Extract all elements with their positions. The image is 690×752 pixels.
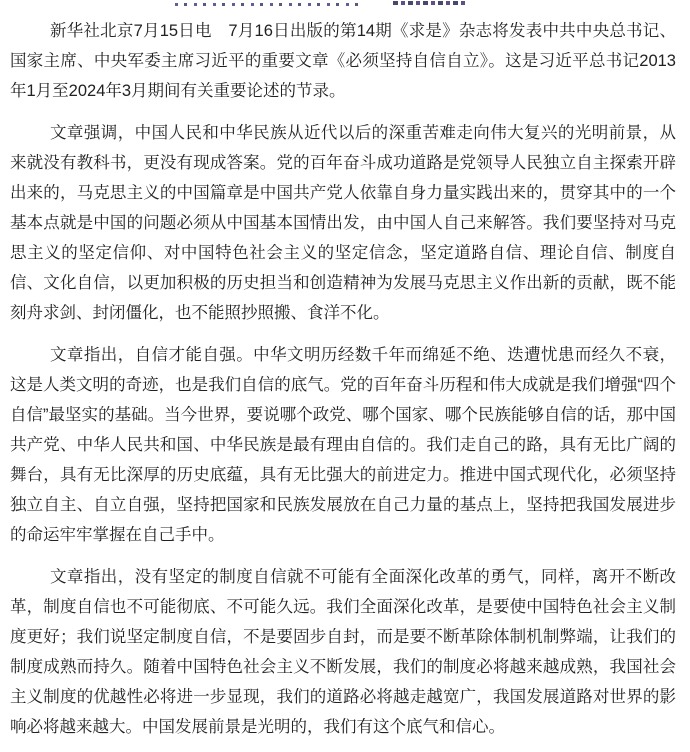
paragraph-dateline: 新华社北京7月15日电 7月16日出版的第14期《求是》杂志将发表中共中央总书记、国家主席、中央军委主席习近平的重要文章《必须坚持自信自立》。这是习近平总书记2013年1月至2024年3月期间有关重要论述的节录。	[10, 22, 676, 100]
paragraph-self-confidence: 文章指出，自信才能自强。中华文明历经数千年而绵延不绝、迭遭忧患而经久不衰，这是人类文明的奇迹，也是我们自信的底气。党的百年奋斗历程和伟大成就是我们增强“四个自信”最坚实的基础。当今世界，要说哪个政党、哪个国家、哪个民族能够自信的话，那中国共产党、中华人民共和国、中华民族是最有理由自信的。我们走自己的路，具有无比广阔的舞台，具有无比深厚的历史底蕴，具有无比强大的前进定力。推进中国式现代化，必须坚持独立自主、自立自强，坚持把国家和民族发展放在自己力量的基点上，坚持把我国发展进步的命运牢牢掌握在自己手中。	[10, 346, 676, 544]
clipped-text-top	[0, 0, 690, 8]
clipped-glyph-fragments-left	[175, 3, 365, 6]
paragraph-emphasis: 文章强调，中国人民和中华民族从近代以后的深重苦难走向伟大复兴的光明前景，从来就没有教科书，更没有现成答案。党的百年奋斗成功道路是党领导人民独立自主探索开辟出来的，马克思主义的中国篇章是中国共产党人依靠自身力量实践出来的，贯穿其中的一个基本点就是中国的问题必须从中国基本国情出发，由中国人自己来解答。我们要坚持对马克思主义的坚定信仰、对中国特色社会主义的坚定信念，坚定道路自信、理论自信、制度自信、文化自信，以更加积极的历史担当和创造精神为发展马克思主义作出新的贡献，既不能刻舟求剑、封闭僵化，也不能照抄照搬、食洋不化。	[10, 124, 676, 322]
article-body	[0, 8, 690, 742]
paragraph-system-confidence: 文章指出，没有坚定的制度自信就不可能有全面深化改革的勇气，同样，离开不断改革，制度自信也不可能彻底、不可能久远。我们全面深化改革，是要使中国特色社会主义制度更好；我们说坚定制度自信，不是要固步自封，而是要不断革除体制机制弊端，让我们的制度成熟而持久。随着中国特色社会主义不断发展，我们的制度必将越来越成熟，我国社会主义制度的优越性必将进一步显现，我们的道路必将越走越宽广，我国发展道路对世界的影响必将越来越大。中国发展前景是光明的，我们有这个底气和信心。	[10, 568, 676, 736]
clipped-glyph-fragments-right	[393, 1, 467, 5]
